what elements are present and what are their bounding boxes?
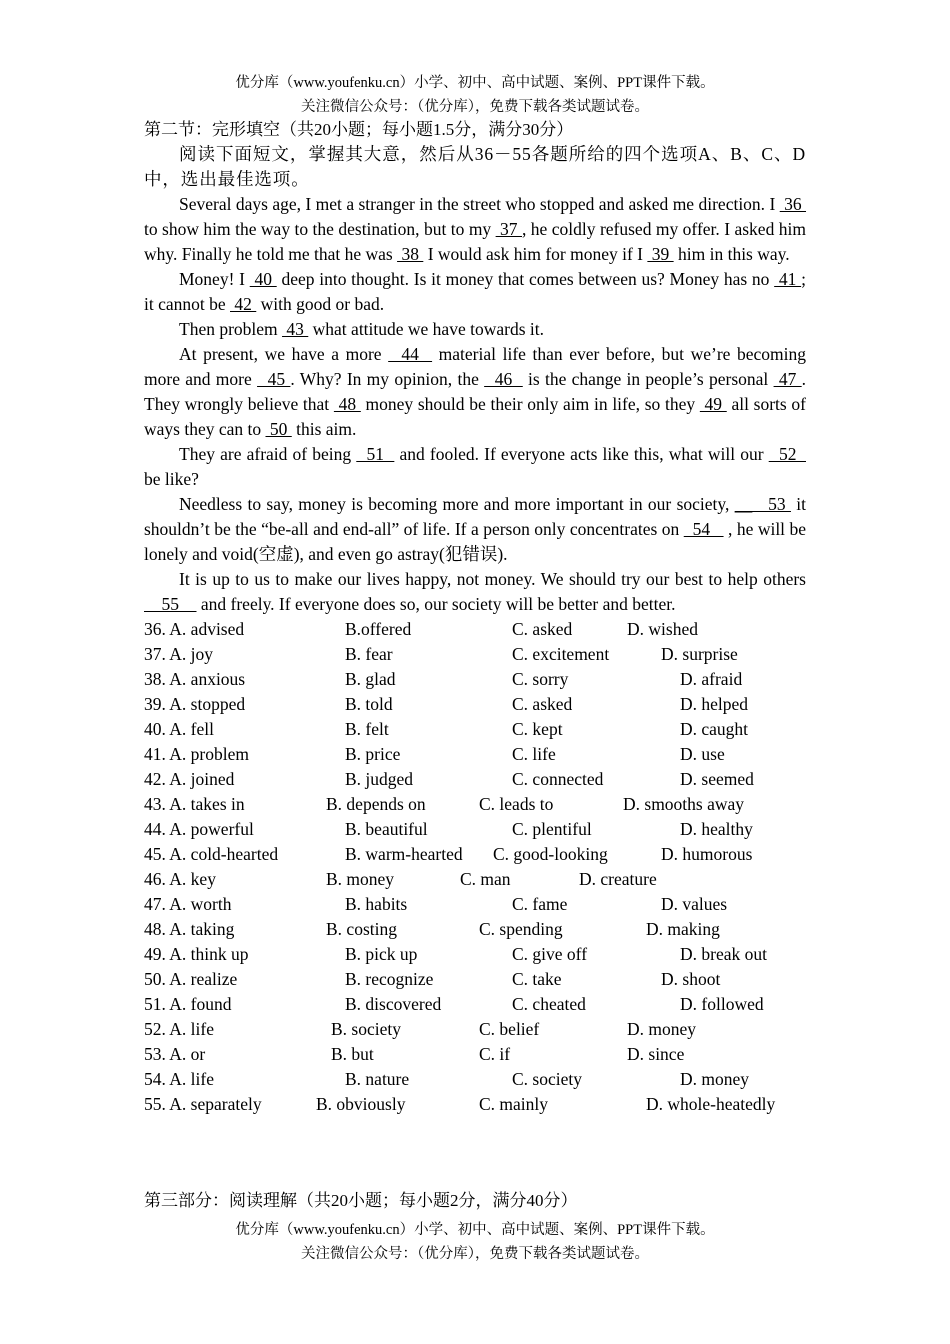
section-instruction: 阅读下面短文，掌握其大意，然后从36－55各题所给的四个选项A、B、C、D中，选出最佳选项。 <box>144 144 806 189</box>
passage-text: material life than ever before, but we’re becoming more and more <box>144 344 807 389</box>
option-row <box>144 842 806 867</box>
footer-line-1: 优分库（www.youfenku.cn）小学、初中、高中试题、案例、PPT课件下载。 <box>235 1222 715 1238</box>
option-c: C. plentiful <box>512 819 592 839</box>
passage-text: all sorts of ways they can to <box>144 394 806 439</box>
option-d: D. surprise <box>661 644 738 664</box>
option-b: B. beautiful <box>345 819 428 839</box>
page-footer <box>0 1218 950 1266</box>
option-row <box>144 967 806 992</box>
option-row <box>144 1017 806 1042</box>
header-line-2: 关注微信公众号：（优分库），免费下载各类试题试卷。 <box>301 99 649 115</box>
header-line-1: 优分库（www.youfenku.cn）小学、初中、高中试题、案例、PPT课件下载。 <box>235 75 715 91</box>
option-c: C. life <box>512 744 556 764</box>
passage-text: Several days age, I met a stranger in the street who stopped and asked me direction. I <box>179 194 780 214</box>
option-d: D. creature <box>579 869 657 889</box>
option-c: C. spending <box>479 919 563 939</box>
blank-55: 55 <box>144 594 197 614</box>
option-c: C. connected <box>512 769 604 789</box>
blank-53: __ 53 <box>734 494 791 514</box>
passage-text: Needless to say, money is becoming more and more important in our society, <box>179 494 735 514</box>
option-c: C. asked <box>512 694 573 714</box>
option-row <box>144 717 806 742</box>
option-c: C. take <box>512 969 562 989</box>
option-b: B. society <box>331 1019 401 1039</box>
option-a: 38. A. anxious <box>144 669 246 689</box>
option-c: C. cheated <box>512 994 586 1014</box>
passage-text: Then problem <box>179 319 283 339</box>
option-d: D. helped <box>680 694 749 714</box>
option-row <box>144 867 806 892</box>
passage-text: money should be their only aim in life, so they <box>360 394 700 414</box>
option-row <box>144 892 806 917</box>
option-b: B. told <box>345 694 393 714</box>
blank-54: 54 <box>683 519 724 539</box>
blank-38: 38 <box>397 244 424 264</box>
passage-text: and fooled. If everyone acts like this, what will our <box>394 444 769 464</box>
option-a: 40. A. fell <box>144 719 214 739</box>
part-3-title: 第三部分：阅读理解（共20小题；每小题2分，满分40分） <box>144 1191 578 1210</box>
blank-39: 39 <box>647 244 674 264</box>
option-a: 55. A. separately <box>144 1094 262 1114</box>
option-b: B. costing <box>326 919 397 939</box>
blank-52: 52 <box>768 444 806 464</box>
passage-paragraph-3 <box>144 317 806 342</box>
option-a: 44. A. powerful <box>144 819 254 839</box>
option-a: 36. A. advised <box>144 619 245 639</box>
option-row <box>144 742 806 767</box>
section-title: 第二节：完形填空（共20小题；每小题1.5分，满分30分） <box>144 120 574 139</box>
blank-46: 46 <box>484 369 523 389</box>
option-row <box>144 1042 806 1067</box>
option-c: C. mainly <box>479 1094 549 1114</box>
option-row <box>144 992 806 1017</box>
option-a: 52. A. life <box>144 1019 214 1039</box>
answer-options <box>144 617 806 1117</box>
blank-40: 40 <box>249 269 277 289</box>
option-b: B. glad <box>345 669 396 689</box>
option-a: 48. A. taking <box>144 919 235 939</box>
passage-text: to show him the way to the destination, but to my <box>144 219 496 239</box>
passage-paragraph-1 <box>144 192 806 267</box>
option-a: 54. A. life <box>144 1069 214 1089</box>
passage-text: him in this way. <box>673 244 790 264</box>
option-b: B. money <box>326 869 395 889</box>
option-d: D. whole-heatedly <box>646 1094 776 1114</box>
option-d: D. humorous <box>661 844 753 864</box>
blank-45: 45 <box>257 369 291 389</box>
option-a: 51. A. found <box>144 994 232 1014</box>
passage-text: At present, we have a more <box>179 344 389 364</box>
blank-41: 41 <box>774 269 802 289</box>
blank-51: 51 <box>356 444 395 464</box>
option-c: C. society <box>512 1069 582 1089</box>
option-a: 46. A. key <box>144 869 216 889</box>
option-b: B. habits <box>345 894 408 914</box>
option-d: D. money <box>627 1019 697 1039</box>
blank-50: 50 <box>265 419 292 439</box>
passage-text: , he coldly refused my offer. I asked him why. Finally he told me that he was <box>144 219 806 264</box>
option-a: 47. A. worth <box>144 894 232 914</box>
option-row <box>144 1092 806 1117</box>
blank-37: 37 <box>495 219 522 239</box>
blank-49: 49 <box>699 394 727 414</box>
option-c: C. sorry <box>512 669 569 689</box>
passage-text: what attitude we have towards it. <box>308 319 544 339</box>
option-a: 50. A. realize <box>144 969 238 989</box>
option-c: C. belief <box>479 1019 540 1039</box>
option-row <box>144 792 806 817</box>
page-header <box>0 71 950 119</box>
option-row <box>144 667 806 692</box>
option-d: D. use <box>680 744 725 764</box>
option-b: B. fear <box>345 644 393 664</box>
passage-text: this aim. <box>291 419 357 439</box>
option-d: D. shoot <box>661 969 721 989</box>
option-d: D. seemed <box>680 769 754 789</box>
passage-text: I would ask him for money if I <box>423 244 648 264</box>
option-b: B. depends on <box>326 794 426 814</box>
option-row <box>144 942 806 967</box>
option-row <box>144 617 806 642</box>
passage-text: with good or bad. <box>256 294 385 314</box>
option-c: C. excitement <box>512 644 610 664</box>
option-a: 39. A. stopped <box>144 694 246 714</box>
option-c: C. fame <box>512 894 568 914</box>
option-d: D. wished <box>627 619 698 639</box>
option-b: B. felt <box>345 719 389 739</box>
option-b: B.offered <box>345 619 412 639</box>
option-c: C. kept <box>512 719 563 739</box>
option-a: 43. A. takes in <box>144 794 245 814</box>
option-row <box>144 1067 806 1092</box>
cloze-section <box>144 117 806 1117</box>
passage-text: ; it cannot be <box>144 269 807 314</box>
passage-paragraph-4 <box>144 342 806 442</box>
passage-text: deep into thought. Is it money that comes between us? Money has no <box>276 269 775 289</box>
option-c: C. leads to <box>479 794 554 814</box>
passage-paragraph-5 <box>144 442 806 492</box>
option-row <box>144 767 806 792</box>
option-row <box>144 917 806 942</box>
option-a: 37. A. joy <box>144 644 214 664</box>
blank-42: 42 <box>230 294 257 314</box>
option-b: B. judged <box>345 769 414 789</box>
option-d: D. money <box>680 1069 750 1089</box>
option-d: D. healthy <box>680 819 753 839</box>
passage-paragraph-2 <box>144 267 806 317</box>
option-row <box>144 642 806 667</box>
option-b: B. recognize <box>345 969 434 989</box>
option-d: D. making <box>646 919 720 939</box>
passage-text: and freely. If everyone does so, our society will be better and better. <box>196 594 676 614</box>
passage-paragraph-6 <box>144 492 806 567</box>
option-a: 49. A. think up <box>144 944 249 964</box>
passage-text: it shouldn’t be the “be-all and end-all” of life. If a person only concentrates on <box>144 494 806 539</box>
option-b: B. pick up <box>345 944 418 964</box>
option-b: B. but <box>331 1044 374 1064</box>
passage-text: . Why? In my opinion, the <box>290 369 485 389</box>
blank-43: 43 <box>282 319 309 339</box>
option-row <box>144 817 806 842</box>
option-b: B. warm-hearted <box>345 844 463 864</box>
option-a: 42. A. joined <box>144 769 235 789</box>
option-c: C. man <box>460 869 511 889</box>
passage-text: It is up to us to make our lives happy, not money. We should try our best to help others <box>179 569 806 589</box>
passage-text: be like? <box>144 469 199 489</box>
footer-line-2: 关注微信公众号：（优分库），免费下载各类试题试卷。 <box>301 1246 649 1262</box>
option-d: D. caught <box>680 719 749 739</box>
option-c: C. give off <box>512 944 588 964</box>
passage-text: Money! I <box>179 269 250 289</box>
passage-text: , he will be lonely and void(空虚), and even go astray(犯错误). <box>144 519 807 564</box>
option-a: 41. A. problem <box>144 744 249 764</box>
blank-48: 48 <box>333 394 361 414</box>
option-d: D. followed <box>680 994 764 1014</box>
blank-44: 44 <box>388 344 433 364</box>
blank-47: 47 <box>773 369 802 389</box>
option-c: C. good-looking <box>493 844 608 864</box>
option-d: D. smooths away <box>623 794 745 814</box>
option-b: B. obviously <box>316 1094 406 1114</box>
option-c: C. if <box>479 1044 511 1064</box>
passage-paragraph-7 <box>144 567 806 617</box>
option-d: D. break out <box>680 944 767 964</box>
blank-36: 36 <box>779 194 807 214</box>
option-a: 45. A. cold-hearted <box>144 844 279 864</box>
option-b: B. price <box>345 744 401 764</box>
passage-text: is the change in people’s personal <box>522 369 774 389</box>
option-d: D. values <box>661 894 728 914</box>
option-b: B. nature <box>345 1069 410 1089</box>
option-b: B. discovered <box>345 994 442 1014</box>
option-c: C. asked <box>512 619 573 639</box>
option-a: 53. A. or <box>144 1044 206 1064</box>
option-row <box>144 692 806 717</box>
passage-text: . They wrongly believe that <box>144 369 807 414</box>
option-d: D. afraid <box>680 669 743 689</box>
option-d: D. since <box>627 1044 685 1064</box>
passage-text: They are afraid of being <box>179 444 357 464</box>
